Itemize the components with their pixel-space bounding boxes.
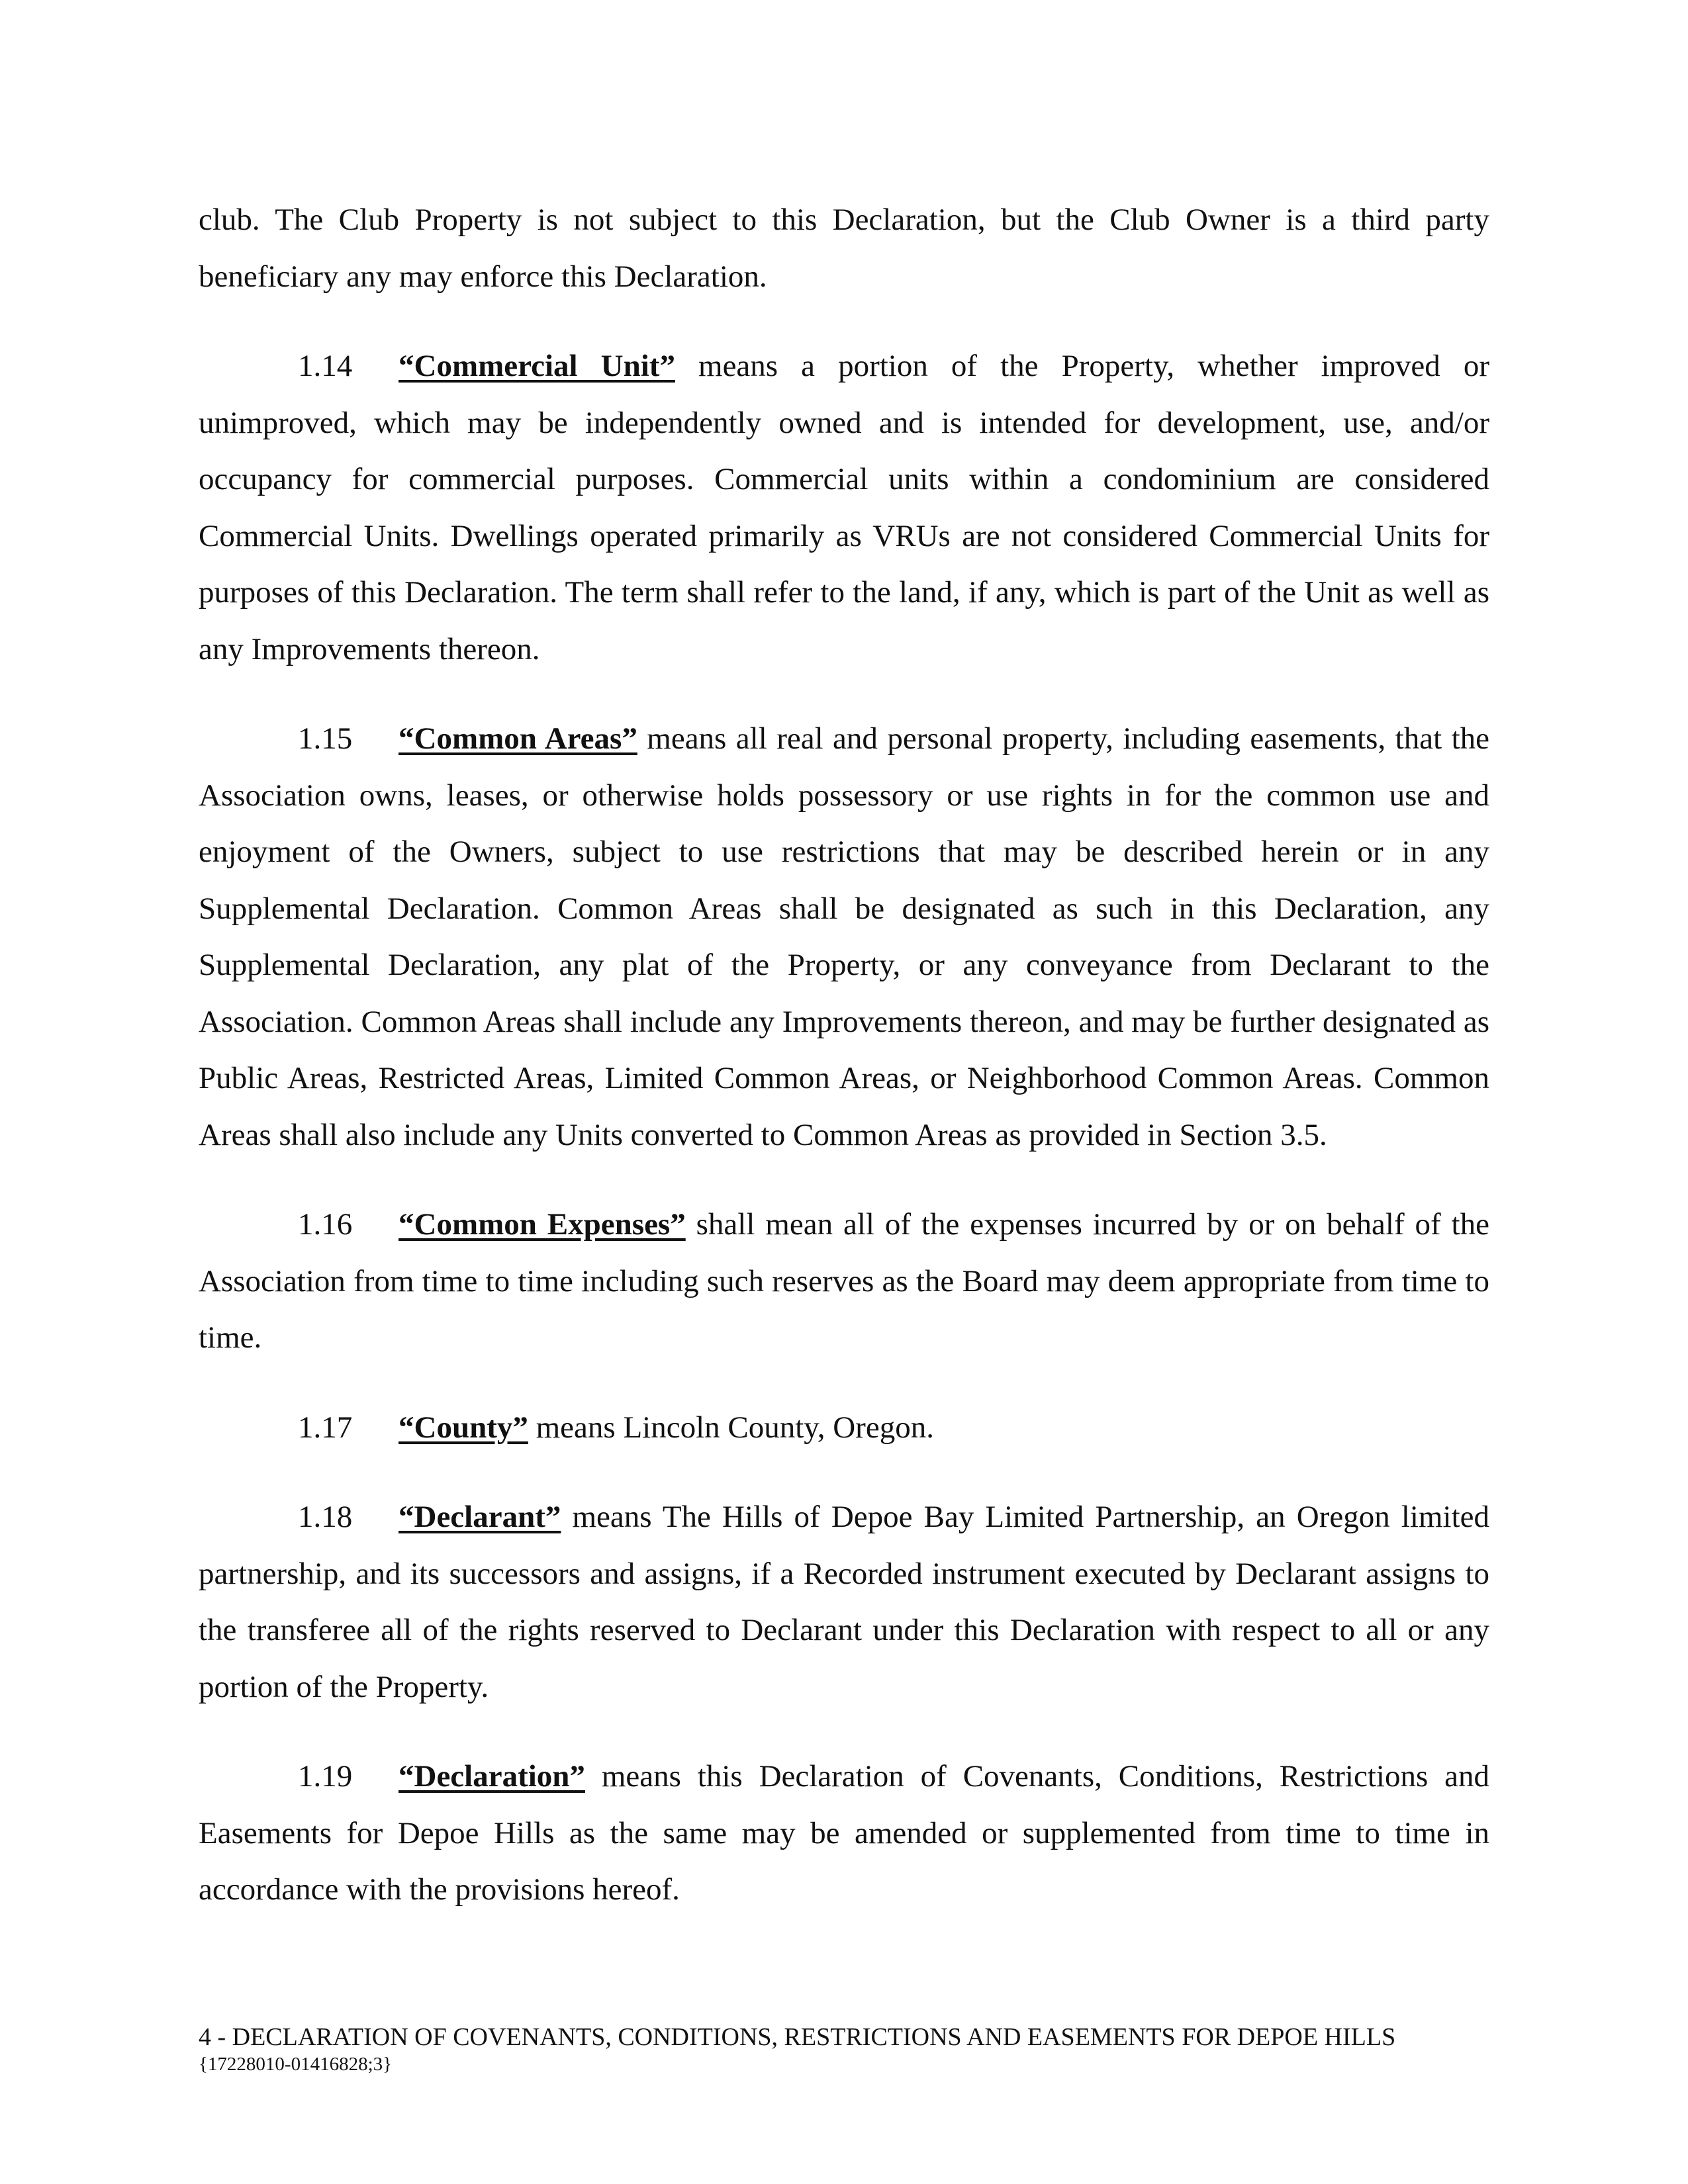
defined-term: “County” xyxy=(399,1410,528,1445)
defined-term: “Declaration” xyxy=(399,1759,585,1794)
footer-doc-id: {17228010-01416828;3} xyxy=(199,2054,393,2075)
section-number: 1.18 xyxy=(298,1500,353,1534)
section-1-14 xyxy=(199,338,1489,678)
defined-term: “Declarant” xyxy=(399,1500,561,1534)
defined-term: “Common Expenses” xyxy=(399,1207,686,1242)
section-number: 1.16 xyxy=(298,1207,353,1242)
section-1-15 xyxy=(199,711,1489,1163)
section-1-18 xyxy=(199,1489,1489,1715)
section-number: 1.15 xyxy=(298,721,353,756)
document-body xyxy=(199,192,1489,1952)
section-text: means The Hills of Depoe Bay Limited Partnership, an Oregon limited partnership, and its successors and assigns, if a Recorded instrument executed by Declarant assigns to the transferee all of the rights reserved to Declarant under this Declaration with respect to all or any portion of the Property. xyxy=(199,1500,1489,1704)
section-text: means this Declaration of Covenants, Conditions, Restrictions and Easements for Depoe Hills as the same may be amended or supplemented from time to time in accordance with the provisions hereof. xyxy=(199,1759,1489,1907)
page-footer xyxy=(199,2022,1489,2076)
section-text: shall mean all of the expenses incurred by or on behalf of the Association from time to time including such reserves as the Board may deem appropriate from time to time. xyxy=(199,1207,1489,1355)
section-number: 1.19 xyxy=(298,1759,353,1794)
defined-term: “Common Areas” xyxy=(399,721,637,756)
section-1-19 xyxy=(199,1749,1489,1919)
section-number: 1.17 xyxy=(298,1410,353,1445)
section-text: means all real and personal property, including easements, that the Association owns, leases, or otherwise holds possessory or use rights in for the common use and enjoyment of the Owners, subject to use restrictions that may be described herein or in any Supplemental Declaration. Common Areas shall be designated as such in this Declaration, any Supplemental Declaration, any plat of the Property, or any conveyance from Declarant to the Association. Common Areas shall include any Improvements thereon, and may be further designated as Public Areas, Restricted Areas, Limited Common Areas, or Neighborhood Common Areas. Common Areas shall also include any Units converted to Common Areas as provided in Section 3.5. xyxy=(199,721,1489,1152)
section-1-17 xyxy=(199,1400,1489,1457)
defined-term: “Commercial Unit” xyxy=(399,349,675,383)
intro-paragraph: club. The Club Property is not subject to this Declaration, but the Club Owner is a third party beneficiary any may enforce this Declaration. xyxy=(199,203,1489,294)
section-text: means a portion of the Property, whether improved or unimproved, which may be independently owned and is intended for development, use, and/or occupancy for commercial purposes. Commercial units within a condominium are considered Commercial Units. Dwellings operated primarily as VRUs are not considered Commercial Units for purposes of this Declaration. The term shall refer to the land, if any, which is part of the Unit as well as any Improvements thereon. xyxy=(199,349,1489,666)
section-1-16 xyxy=(199,1197,1489,1367)
section-number: 1.14 xyxy=(298,349,353,383)
section-text: means Lincoln County, Oregon. xyxy=(528,1410,934,1445)
footer-title: 4 - DECLARATION OF COVENANTS, CONDITIONS, RESTRICTIONS AND EASEMENTS FOR DEPOE HILLS xyxy=(199,2023,1396,2051)
